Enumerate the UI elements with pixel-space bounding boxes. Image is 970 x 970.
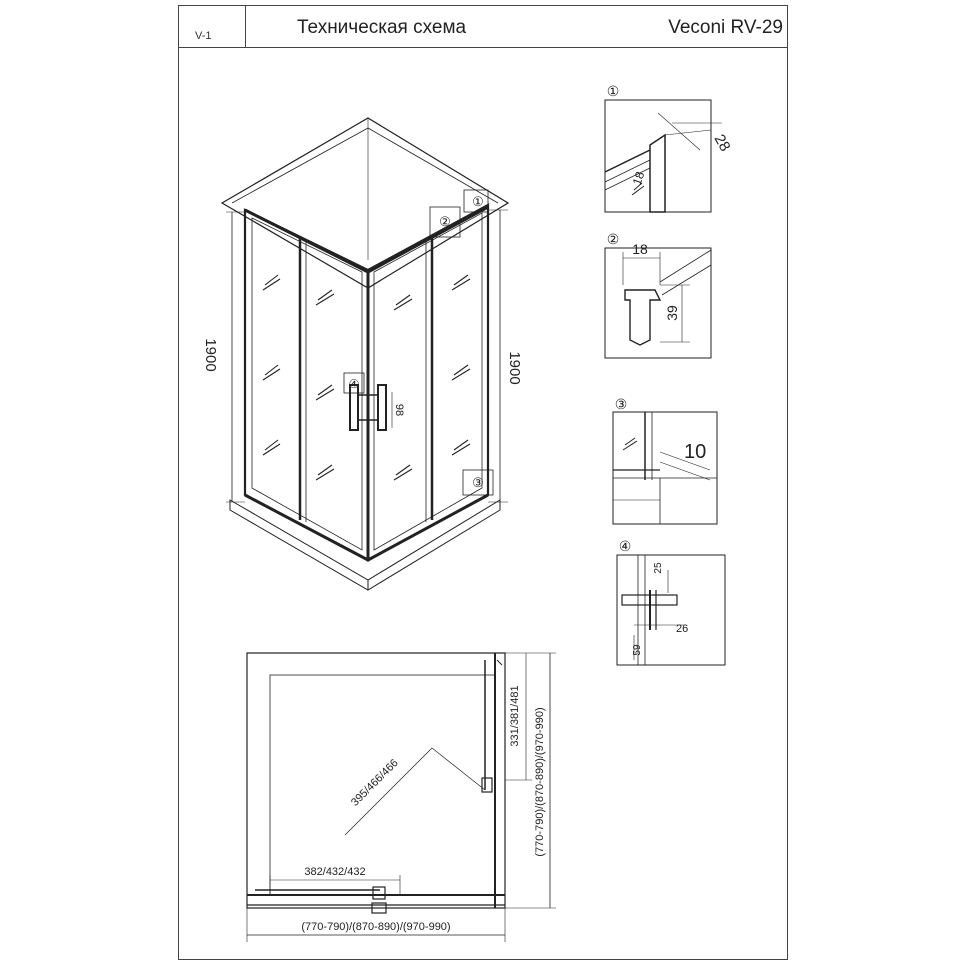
detail-4-dim-c: 59 xyxy=(632,644,643,656)
detail-3-dim-a: 10 xyxy=(684,441,707,463)
callout-2: ② xyxy=(439,214,451,229)
plan-width-total-label: (770-790)/(870-890)/(970-990) xyxy=(301,921,451,933)
detail-1-dim-a: 28 xyxy=(710,131,734,155)
detail-1-top-corner xyxy=(605,100,722,212)
detail-4-dim-a: 25 xyxy=(653,562,664,574)
plan-side-opening-label: 331/381/481 xyxy=(509,685,521,747)
height-right-label: 1900 xyxy=(506,351,523,385)
plan-depth-total-label: (770-790)/(870-890)/(970-990) xyxy=(534,707,546,857)
detail-3-bottom-rail xyxy=(613,412,717,524)
detail-4-marker: ④ xyxy=(618,538,632,554)
callout-4: ④ xyxy=(348,377,360,391)
callout-1: ① xyxy=(472,194,484,209)
plan-door-width-label: 382/432/432 xyxy=(304,866,366,878)
version-label: V-1 xyxy=(195,30,212,42)
detail-1-dim-b: 18 xyxy=(629,169,648,188)
detail-4-dim-b: 26 xyxy=(676,623,689,635)
handle-dim-label: 98 xyxy=(393,403,405,417)
callout-3: ③ xyxy=(472,475,484,490)
detail-3-marker: ③ xyxy=(614,396,628,412)
drawing-title: Техническая схема xyxy=(297,17,467,38)
detail-2-dim-b: 39 xyxy=(664,305,680,321)
detail-2-dim-a: 18 xyxy=(632,241,648,257)
iso-shower-enclosure xyxy=(222,118,508,590)
detail-2-marker: ② xyxy=(606,231,620,247)
height-left-label: 1900 xyxy=(202,338,219,372)
detail-2-top-rail xyxy=(605,248,711,358)
model-name: Veconi RV-29 xyxy=(668,17,783,38)
plan-diagonal-label: 395/466/466 xyxy=(349,757,401,809)
detail-1-marker: ① xyxy=(606,83,620,99)
